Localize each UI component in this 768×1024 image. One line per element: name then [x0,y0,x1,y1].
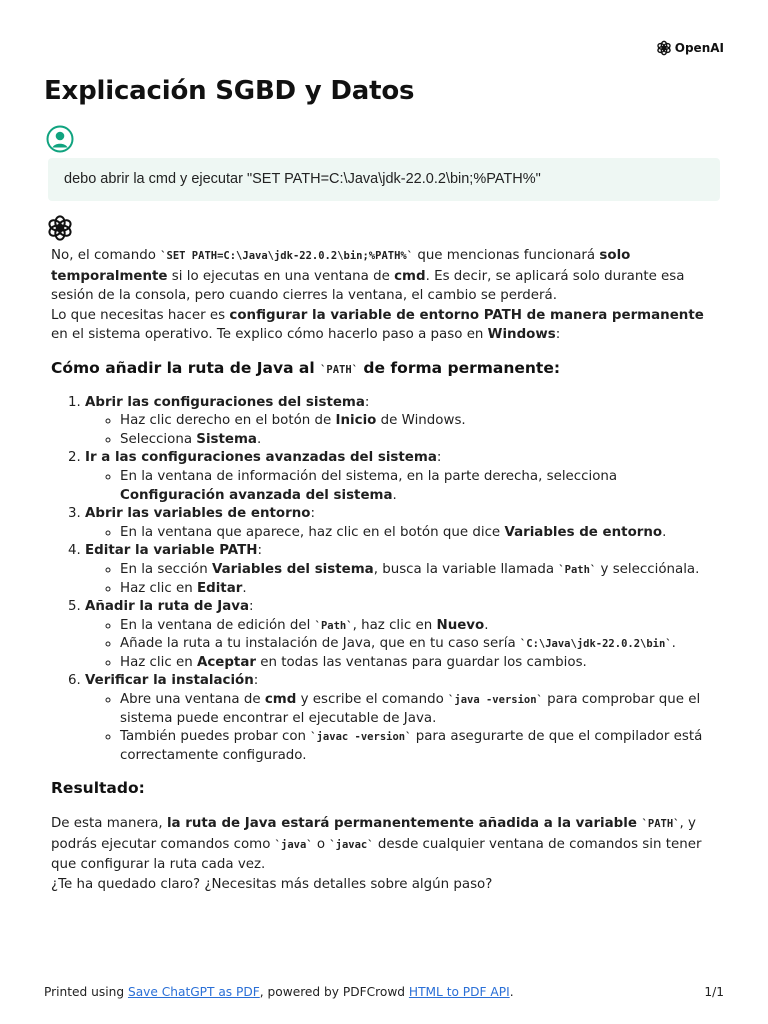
substep-item [120,412,721,431]
openai-brand [656,40,724,56]
javac-code: `javac` [329,838,374,851]
substep-bold: cmd [264,692,297,708]
substep-text: Haz clic derecho en el botón de [120,413,336,429]
page-number: 1/1 [704,985,724,999]
substep-text: para asegurarte de que el compilador está correctamente configurado. [120,729,703,763]
substeps-list [85,691,721,765]
substep-text: Haz clic en [120,580,197,596]
substep-bold: Editar [196,580,243,596]
heading-text: de forma permanente: [358,358,561,377]
substep-bold: Variables del sistema [211,561,374,577]
substeps-list [85,468,721,505]
intro-bold: Windows [487,327,556,343]
intro-text: si lo ejecutas en una ventana de [167,268,395,284]
substep-text: y escribe el comando [296,692,449,708]
footer-text: , powered by PDFCrowd [259,985,409,999]
result-bold: la ruta de Java estará permanentemente añadida a la variable [166,816,642,832]
assistant-answer [51,246,721,894]
substep-text: . [671,636,676,652]
path-code: `Path` [558,563,597,576]
substeps-list [85,617,721,673]
footer-text: . [509,985,514,999]
step-item: 6. Verificar la instalación: ◦ Abre una ventana de cmd y escribe el comando `java -version` para comprobar que el sistema puede encontrar el ejecutable de Java. ◦ También puedes probar con `javac -version` para asegurarte de que el compilador está correctamente configurado. [85,672,721,765]
result-heading: Resultado: [51,779,145,798]
substep-item [120,468,721,505]
substep-text: En la ventana que aparece, haz clic en el botón que dice [120,524,505,540]
substep-bold: Nuevo [436,617,485,633]
java-bin-code: `C:\Java\jdk-22.0.2\bin` [519,638,672,651]
substep-text: para comprobar que el sistema puede encontrar el ejecutable de Java. [120,692,701,726]
substep-bold: Variables de entorno [504,524,663,540]
substep-text: en todas las ventanas para guardar los cambios. [255,654,587,670]
substep-item [120,524,721,543]
user-message [48,158,720,201]
result-text: , y podrás ejecutar comandos como [51,816,696,852]
closing-question: ¿Te ha quedado claro? ¿Necesitas más detalles sobre algún paso? [51,876,493,892]
step-title: Ir a las configuraciones avanzadas del sistema [85,450,437,466]
step-item: 5. Añadir la ruta de Java: ◦ En la ventana de edición del `Path`, haz clic en Nuevo. ◦ Añade la ruta a tu instalación de Java, que en tu caso sería `C:\Java\jdk-22.0.2\bin`. ◦ Haz clic en Aceptar en todas las ventanas para guardar los cambios. [85,598,721,672]
openai-brand-text: OpenAI [674,41,724,55]
substep-item [120,561,721,580]
intro-bold: configurar la variable de entorno PATH de manera permanente [229,307,704,323]
print-footer [44,985,724,999]
java-code: `java` [274,838,313,851]
substep-text: de Windows. [376,413,466,429]
intro-bold: solo temporalmente [51,248,631,284]
substep-text: En la ventana de información del sistema, en la parte derecha, selecciona [120,468,618,484]
substep-text: En la sección [120,561,212,577]
substep-item [120,654,721,673]
substeps-list [85,524,721,543]
footer-text: Printed using [44,985,128,999]
substep-text: Abre una ventana de [120,692,265,708]
substep-text: , haz clic en [352,617,437,633]
substep-item [120,728,721,765]
html-to-pdf-api-link[interactable]: HTML to PDF API [408,985,510,999]
substep-item [120,635,721,654]
substep-item [120,431,721,450]
step-title: Añadir la ruta de Java [85,599,250,615]
result-paragraph [51,814,721,894]
substep-text: , busca la variable llamada [373,561,559,577]
substep-text: Haz clic en [120,654,197,670]
substep-text: En la ventana de edición del [120,617,315,633]
result-text: desde cualquier ventana de comandos sin tener que configurar la ruta cada vez. [51,836,702,873]
step-item: 2. Ir a las configuraciones avanzadas del sistema: ◦ En la ventana de información del sistema, en la parte derecha, selecciona Configuración avanzada del sistema. [85,449,721,505]
chatgpt-avatar-icon [46,214,74,242]
java-version-code: `java -version` [448,694,543,707]
substep-bold: Sistema [196,431,257,447]
intro-text: en el sistema operativo. Te explico cómo hacerlo paso a paso en [51,327,488,343]
substep-text: . [484,617,489,633]
intro-bold: cmd [394,268,426,284]
javac-version-code: `javac -version` [310,731,412,744]
intro-paragraph [51,246,721,345]
intro-text: . Es decir, se aplicará solo durante esa sesión de la consola, pero cuando cierres la ventana, el cambio se perderá. [51,268,685,304]
substep-text: . [242,580,247,596]
substep-bold: Inicio [335,413,377,429]
substep-item [120,580,721,599]
substep-text: . [256,431,262,447]
user-avatar-icon [46,125,74,153]
substep-text: Selecciona [120,431,197,447]
user-message-text: debo abrir la cmd y ejecutar "SET PATH=C:\Java\jdk-22.0.2\bin;%PATH%" [64,171,541,187]
path-code: `PATH` [641,818,680,831]
step-item: 1. Abrir las configuraciones del sistema: ◦ Haz clic derecho en el botón de Inicio de Windows. ◦ Selecciona Sistema. [85,394,721,450]
result-text: o [312,836,330,852]
step-item: 4. Editar la variable PATH: ◦ En la sección Variables del sistema, busca la variable llamada `Path` y selecciónala. ◦ Haz clic en Editar. [85,542,721,598]
substep-text: . [392,487,397,503]
steps-list [51,394,721,766]
step-title: Abrir las variables de entorno [85,506,311,522]
substeps-list [85,412,721,449]
page-title: Explicación SGBD y Datos [44,76,415,106]
heading-text: Cómo añadir la ruta de Java al [51,358,321,377]
substeps-list [85,561,721,598]
step-title: Verificar la instalación [85,673,254,689]
intro-text: que mencionas funcionará [413,248,600,263]
save-chatgpt-pdf-link[interactable]: Save ChatGPT as PDF [127,985,260,999]
path-code: `PATH` [320,363,359,376]
substep-item [120,691,721,728]
intro-text: No, el comando [51,248,161,263]
set-path-code: `SET PATH=C:\Java\jdk-22.0.2\bin;%PATH%` [160,250,414,262]
section-heading-path [51,359,721,381]
substep-text: Añade la ruta a tu instalación de Java, que en tu caso sería [120,636,520,652]
path-code: `Path` [314,619,353,632]
openai-logo-icon [656,40,672,56]
substep-item [120,617,721,636]
substep-bold: Aceptar [196,654,256,670]
substep-text: . [662,524,667,540]
result-text: De esta manera, [51,816,167,832]
step-item: 3. Abrir las variables de entorno: ◦ En la ventana que aparece, haz clic en el botón que dice Variables de entorno. [85,505,721,542]
intro-text: Lo que necesitas hacer es [51,307,230,323]
intro-text: : [555,327,561,343]
substep-bold: Configuración avanzada del sistema [120,487,393,503]
step-title: Editar la variable PATH [85,543,258,559]
substep-text: También puedes probar con [120,729,311,745]
substep-text: y selecciónala. [596,561,700,577]
step-title: Abrir las configuraciones del sistema [85,394,365,410]
